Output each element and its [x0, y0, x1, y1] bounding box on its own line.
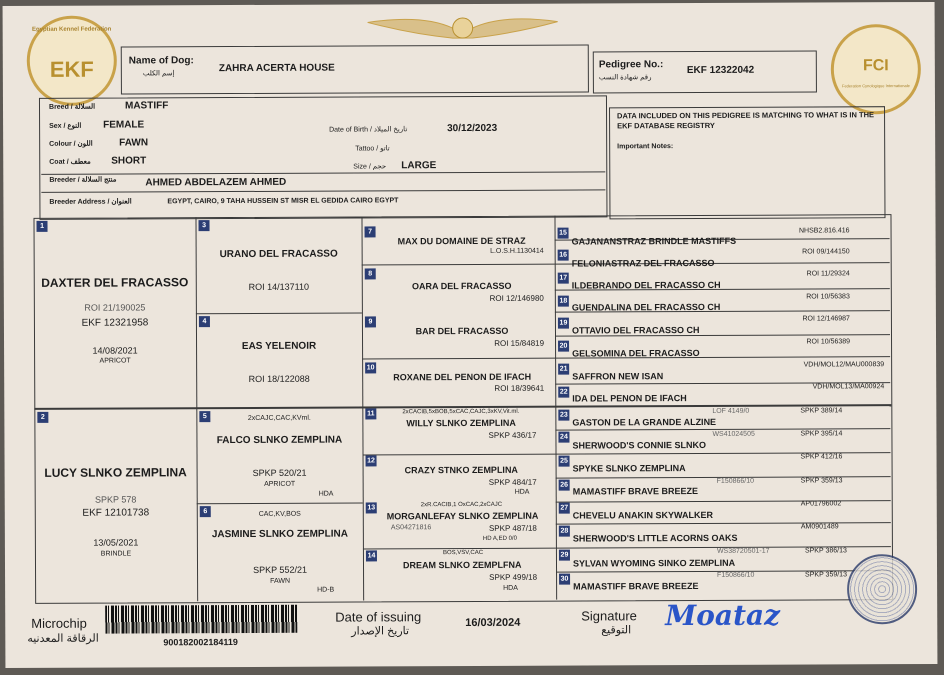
gen4-19-name: OTTAVIO DEL FRACASSO CH [571, 324, 700, 336]
badge-16: 16 [558, 250, 569, 261]
gen4-19-reg: ROI 12/146987 [802, 315, 850, 323]
signature: Moataz [665, 598, 781, 633]
coat-value: SHORT [111, 155, 147, 167]
gen4-24-mid: WS41024505 [712, 430, 755, 438]
gen4-15-reg: NHSB2.816.416 [798, 227, 850, 235]
gen4-21-reg: VDH/MOL12/MAU000839 [803, 361, 885, 369]
gen3-7-name: MAX DU DOMAINE DE STRAZ [397, 235, 526, 247]
sire-colour: APRICOT [99, 357, 131, 365]
pedigree-number: EKF 12322042 [686, 64, 755, 77]
name-label-ar: إسم الكلب [142, 70, 175, 78]
gen3-12-health: HDA [514, 488, 530, 496]
size-value: LARGE [401, 160, 437, 172]
gen4-24-name: SHERWOOD'S CONNIE SLNKO [572, 439, 706, 451]
gen2-4-name: EAS YELENOIR [241, 340, 317, 352]
gen4-27-name: CHEVELU ANAKIN SKYWALKER [572, 509, 713, 521]
dam-name: LUCY SLNKO ZEMPLINA [44, 465, 187, 480]
gen3-12-name: CRAZY STNKO ZEMPLINA [404, 464, 518, 476]
gen3-9-name: BAR DEL FRACASSO [415, 325, 509, 337]
gen4-30-mid: F150866/10 [717, 571, 755, 579]
gen4-30-reg: SPKP 359/13 [805, 571, 847, 579]
ekf-logo-text: EKF [49, 56, 94, 82]
gen2-3-reg: ROI 14/137110 [248, 281, 309, 292]
important-notes-label: Important Notes: [617, 143, 674, 151]
gen4-18-name: GUENDALINA DEL FRACASSO CH [571, 301, 721, 313]
badge-5: 5 [199, 411, 210, 422]
gen2-6-health: HD-B [317, 586, 335, 594]
tattoo-label: Tattoo / تاتو [355, 145, 390, 153]
dam-date: 13/05/2021 [93, 537, 139, 548]
gen3-14-health: HDA [503, 584, 518, 592]
gen3-8-name: OARA DEL FRACASSO [411, 280, 512, 292]
gen2-6-titles: CAC,KV,BOS [258, 510, 301, 518]
badge-20: 20 [558, 341, 569, 352]
gen4-29-name: SYLVAN WYOMING SINKO ZEMPLINA [572, 557, 736, 569]
gen4-25-name: SPYKE SLNKO ZEMPLINA [572, 463, 686, 474]
size-label: Size / حجم [353, 163, 387, 171]
dob-value: 30/12/2023 [447, 122, 498, 135]
winged-emblem [363, 12, 563, 45]
colour-value: FAWN [119, 137, 149, 149]
gen3-10-reg: ROI 18/39641 [494, 383, 545, 393]
gen2-5-name: FALCO SLNKO ZEMPLINA [216, 434, 343, 447]
badge-23: 23 [558, 410, 569, 421]
badge-4: 4 [199, 316, 210, 327]
badge-7: 7 [365, 226, 376, 237]
dob-label: Date of Birth / تاريخ الميلاد [329, 126, 408, 134]
gen2-4-reg: ROI 18/122088 [248, 373, 310, 384]
dam-colour: BRINDLE [100, 550, 132, 558]
address-value: EGYPT, CAIRO, 9 TAHA HUSSEIN ST MISR EL GEDIDA CAIRO EGYPT [167, 197, 399, 206]
sire-reg1: ROI 21/190025 [84, 302, 146, 313]
gen3-12-reg: SPKP 484/17 [488, 477, 537, 487]
badge-29: 29 [559, 550, 570, 561]
gen3-10-name: ROXANE DEL PENON DE IFACH [393, 371, 532, 383]
colour-label: Colour / اللون [49, 140, 93, 148]
ekf-org-name: Egyptian Kennel Federation [31, 26, 112, 33]
gen4-28-name: SHERWOOD'S LITTLE ACORNS OAKS [572, 532, 738, 544]
fci-org-name: Federation Cynologique Internationale [841, 83, 910, 89]
gen4-17-reg: ROI 11/29324 [806, 270, 850, 278]
gen4-22-reg: VDH/MOL13/MA00924 [812, 383, 885, 391]
gen4-28-reg: AM0901489 [800, 523, 839, 531]
gen4-23-reg: SPKP 389/14 [800, 407, 843, 415]
issue-label-ar: تاريخ الإصدار [351, 625, 410, 638]
badge-13: 13 [366, 502, 377, 513]
signature-label: Signature [581, 608, 637, 624]
badge-8: 8 [365, 268, 376, 279]
gen3-14-name: DREAM SLNKO ZEMPLFNA [402, 559, 522, 571]
breed-label: Breed / السلالة [48, 103, 96, 111]
gen4-30-name: MAMASTIFF BRAVE BREEZE [573, 581, 699, 592]
gen4-26-mid: F150866/10 [716, 477, 755, 485]
gen4-23-mid: LOF 4149/0 [712, 407, 750, 415]
badge-30: 30 [559, 574, 570, 585]
gen2-6-reg: SPKP 552/21 [253, 564, 307, 575]
gen2-3-name: URANO DEL FRACASSO [219, 248, 338, 261]
badge-25: 25 [559, 456, 570, 467]
microchip-barcode [105, 605, 297, 634]
address-label: Breeder Address / العنوان [49, 198, 132, 206]
ekf-logo [27, 16, 117, 106]
gen2-6-name: JASMINE SLNKO ZEMPLINA [211, 528, 348, 541]
name-label: Name of Dog: [128, 55, 194, 67]
sire-reg2: EKF 12321958 [81, 317, 149, 329]
gen4-15-name: GAJANANSTRAZ BRINDLE MASTIFFS [571, 235, 737, 247]
fci-logo-text: FCI [862, 57, 889, 75]
badge-27: 27 [559, 503, 570, 514]
gen4-23-name: GASTON DE LA GRANDE ALZINE [572, 416, 717, 428]
gen4-26-name: MAMASTIFF BRAVE BREEZE [572, 486, 699, 497]
gen4-21-name: SAFFRON NEW ISAN [572, 371, 664, 382]
gen2-6-colour: FAWN [270, 577, 291, 585]
gen4-17-name: ILDEBRANDO DEL FRACASSO CH [571, 279, 721, 291]
official-stamp [847, 554, 917, 624]
gen4-16-name: FELONIASTRAZ DEL FRACASSO [571, 257, 715, 269]
badge-9: 9 [365, 316, 376, 327]
gen4-26-reg: SPKP 359/13 [800, 477, 843, 485]
badge-15: 15 [558, 228, 569, 239]
coat-label: Coat / معطف [49, 158, 91, 166]
gen3-13-reg: SPKP 487/18 [488, 523, 537, 533]
pedigree-label-ar: رقم شهادة النسب [598, 74, 652, 82]
gen2-5-reg: SPKP 520/21 [252, 467, 307, 478]
gen4-18-reg: ROI 10/56383 [806, 293, 850, 301]
gen3-13-titles: 2xR.CACIB,1 OxCAC,2xCAJC [420, 501, 503, 509]
issue-label: Date of issuing [335, 609, 422, 625]
gen3-9-reg: ROI 15/84819 [494, 338, 545, 348]
pedigree-certificate [3, 2, 938, 668]
gen2-5-health: HDA [318, 490, 334, 498]
gen2-5-colour: APRICOT [264, 480, 296, 488]
gen3-14-reg: SPKP 499/18 [489, 572, 538, 582]
gen3-14-titles: BOS,VSV,CAC [442, 549, 484, 557]
microchip-label-ar: الرقاقة المعدنيه [27, 632, 99, 645]
gen4-20-reg: ROI 10/56389 [806, 338, 851, 346]
badge-1: 1 [36, 221, 47, 232]
badge-28: 28 [559, 526, 570, 537]
gen3-13-health: HD A,ED 0/0 [482, 535, 517, 542]
name-box [121, 44, 589, 94]
badge-2: 2 [37, 412, 48, 423]
gen4-27-reg: AP01796002 [800, 500, 842, 508]
gen4-29-reg: SPKP 386/13 [804, 547, 847, 555]
signature-label-ar: التوقيع [601, 624, 632, 637]
breeder-value: AHMED ABDELAZEM AHMED [145, 176, 287, 189]
badge-18: 18 [558, 296, 569, 307]
gen4-29-mid: WS38720501-17 [716, 547, 770, 555]
badge-26: 26 [559, 480, 570, 491]
microchip-label: Microchip [31, 615, 87, 631]
fci-logo [831, 24, 921, 114]
gen4-16-reg: ROI 09/144150 [802, 248, 850, 256]
badge-11: 11 [365, 408, 376, 419]
sex-value: FEMALE [103, 119, 145, 131]
sire-date: 14/08/2021 [92, 345, 138, 356]
badge-12: 12 [366, 455, 377, 466]
badge-3: 3 [198, 220, 209, 231]
badge-17: 17 [558, 273, 569, 284]
badge-22: 22 [558, 387, 569, 398]
badge-14: 14 [366, 550, 377, 561]
gen3-8-reg: ROI 12/146980 [489, 293, 544, 303]
registry-note: DATA INCLUDED ON THIS PEDIGREE IS MATCHING TO WHAT IS IN THE EKF DATABASE REGISTRY [617, 110, 875, 131]
gen3-13-name: MORGANLEFAY SLNKO ZEMPLINA [386, 510, 539, 522]
gen4-25-reg: SPKP 412/16 [800, 453, 843, 461]
badge-24: 24 [558, 432, 569, 443]
issue-date: 16/03/2024 [465, 616, 521, 630]
dog-name: ZAHRA ACERTA HOUSE [218, 62, 335, 75]
pedigree-label: Pedigree No.: [598, 59, 664, 71]
sex-label: Sex / النوع [49, 122, 82, 130]
gen3-13-chip: AS04271816 [390, 524, 432, 532]
gen4-22-name: IDA DEL PENON DE IFACH [572, 393, 687, 404]
gen2-5-titles: 2xCAJC,CAC,KVml. [247, 414, 311, 422]
sire-name: DAXTER DEL FRACASSO [41, 275, 189, 290]
badge-6: 6 [200, 506, 211, 517]
badge-19: 19 [558, 318, 569, 329]
microchip-number: 900182002184119 [163, 637, 238, 648]
gen3-11-reg: SPKP 436/17 [488, 430, 537, 440]
breed-value: MASTIFF [124, 100, 169, 112]
gen3-11-titles: 2xCACIB,5xBOB,5xCAC,CAJC,3xKV,Vit.ml. [402, 408, 520, 416]
gen4-20-name: GELSOMINA DEL FRACASSO [572, 347, 700, 359]
gen3-7-reg: L.O.S.H.1130414 [490, 247, 544, 255]
badge-10: 10 [365, 362, 376, 373]
dam-reg2: EKF 12101738 [82, 507, 150, 519]
breeder-label: Breeder / منتج السلالة [49, 176, 117, 184]
gen4-24-reg: SPKP 395/14 [800, 430, 843, 438]
dam-reg1: SPKP 578 [95, 494, 137, 505]
badge-21: 21 [558, 364, 569, 375]
gen3-11-name: WILLY SLNKO ZEMPLINA [406, 417, 516, 429]
